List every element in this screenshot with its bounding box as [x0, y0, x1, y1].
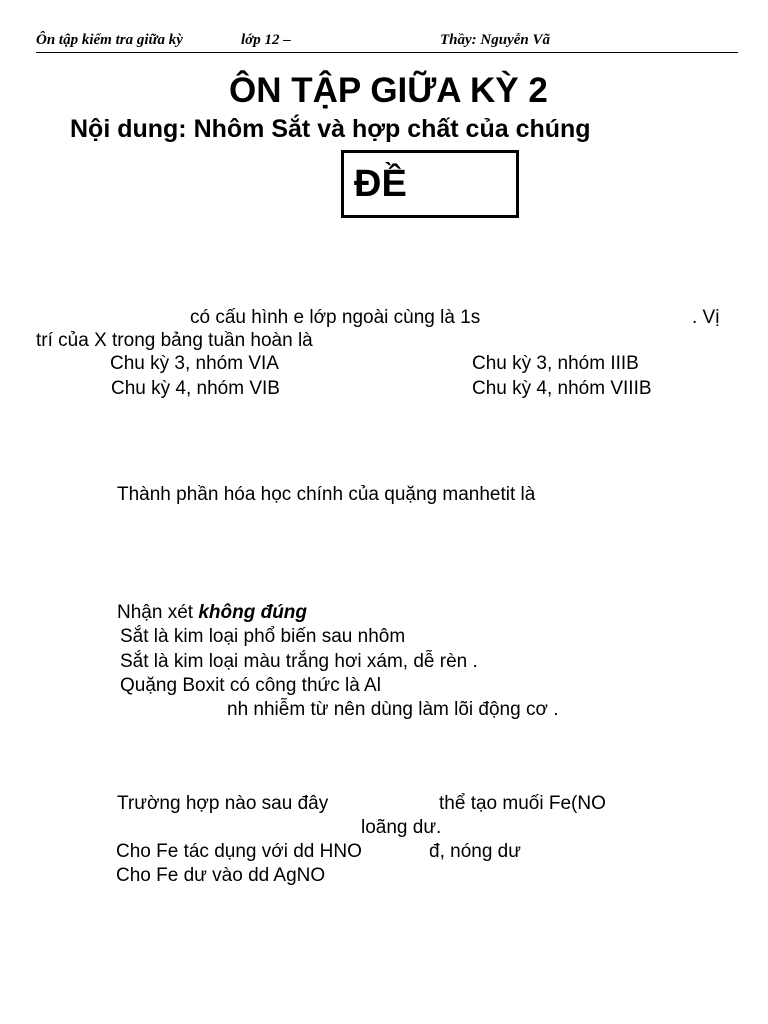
exam-label: ĐỀ — [354, 163, 407, 205]
q1-text-a: có cấu hình e lớp ngoài cùng là 1s — [190, 307, 481, 328]
q1-option-1: Chu kỳ 3, nhóm VIA — [110, 353, 279, 374]
header-course: Ôn tập kiểm tra giữa kỳ — [36, 32, 183, 48]
q3-emphasis: không đúng — [198, 602, 308, 623]
q1-option-3: Chu kỳ 4, nhóm VIB — [111, 378, 280, 399]
q3-stem — [117, 602, 307, 624]
q1-text-b: . Vị — [692, 307, 720, 328]
q3-lead: Nhận xét — [117, 602, 194, 623]
q3-option-4: nh nhiễm từ nên dùng làm lõi động cơ . — [227, 699, 559, 720]
q4-option-1a: Cho Fe tác dụng với dd HNO — [116, 841, 362, 862]
q2-text: Thành phần hóa học chính của quặng manhetit là — [117, 484, 536, 505]
q3-option-1: Sắt là kim loại phổ biến sau nhôm — [120, 626, 406, 647]
q4-option-1b: đ, nóng dư — [429, 841, 521, 862]
q1-text-c: trí của X trong bảng tuần hoàn là — [36, 330, 313, 351]
q4-text-c: loãng dư. — [361, 817, 442, 838]
header-rule — [36, 52, 738, 53]
q3-option-2: Sắt là kim loại màu trắng hơi xám, dễ rèn . — [120, 651, 478, 672]
q1-option-2: Chu kỳ 3, nhóm IIIB — [472, 353, 639, 374]
header-teacher: Thầy: Nguyễn Vã — [440, 32, 550, 48]
header-class: lớp 12 – — [241, 32, 291, 48]
q4-text-a: Trường hợp nào sau đây — [117, 793, 329, 814]
q4-option-2: Cho Fe dư vào dd AgNO — [116, 865, 326, 886]
exam-label-box — [341, 150, 519, 218]
q4-text-b: thể tạo muối Fe(NO — [439, 793, 606, 814]
q3-option-3: Quặng Boxit có công thức là Al — [120, 675, 381, 696]
page-title: ÔN TẬP GIỮA KỲ 2 — [229, 71, 548, 110]
page-subtitle: Nội dung: Nhôm Sắt và hợp chất của chúng — [70, 115, 591, 143]
q1-option-4: Chu kỳ 4, nhóm VIIIB — [472, 378, 652, 399]
